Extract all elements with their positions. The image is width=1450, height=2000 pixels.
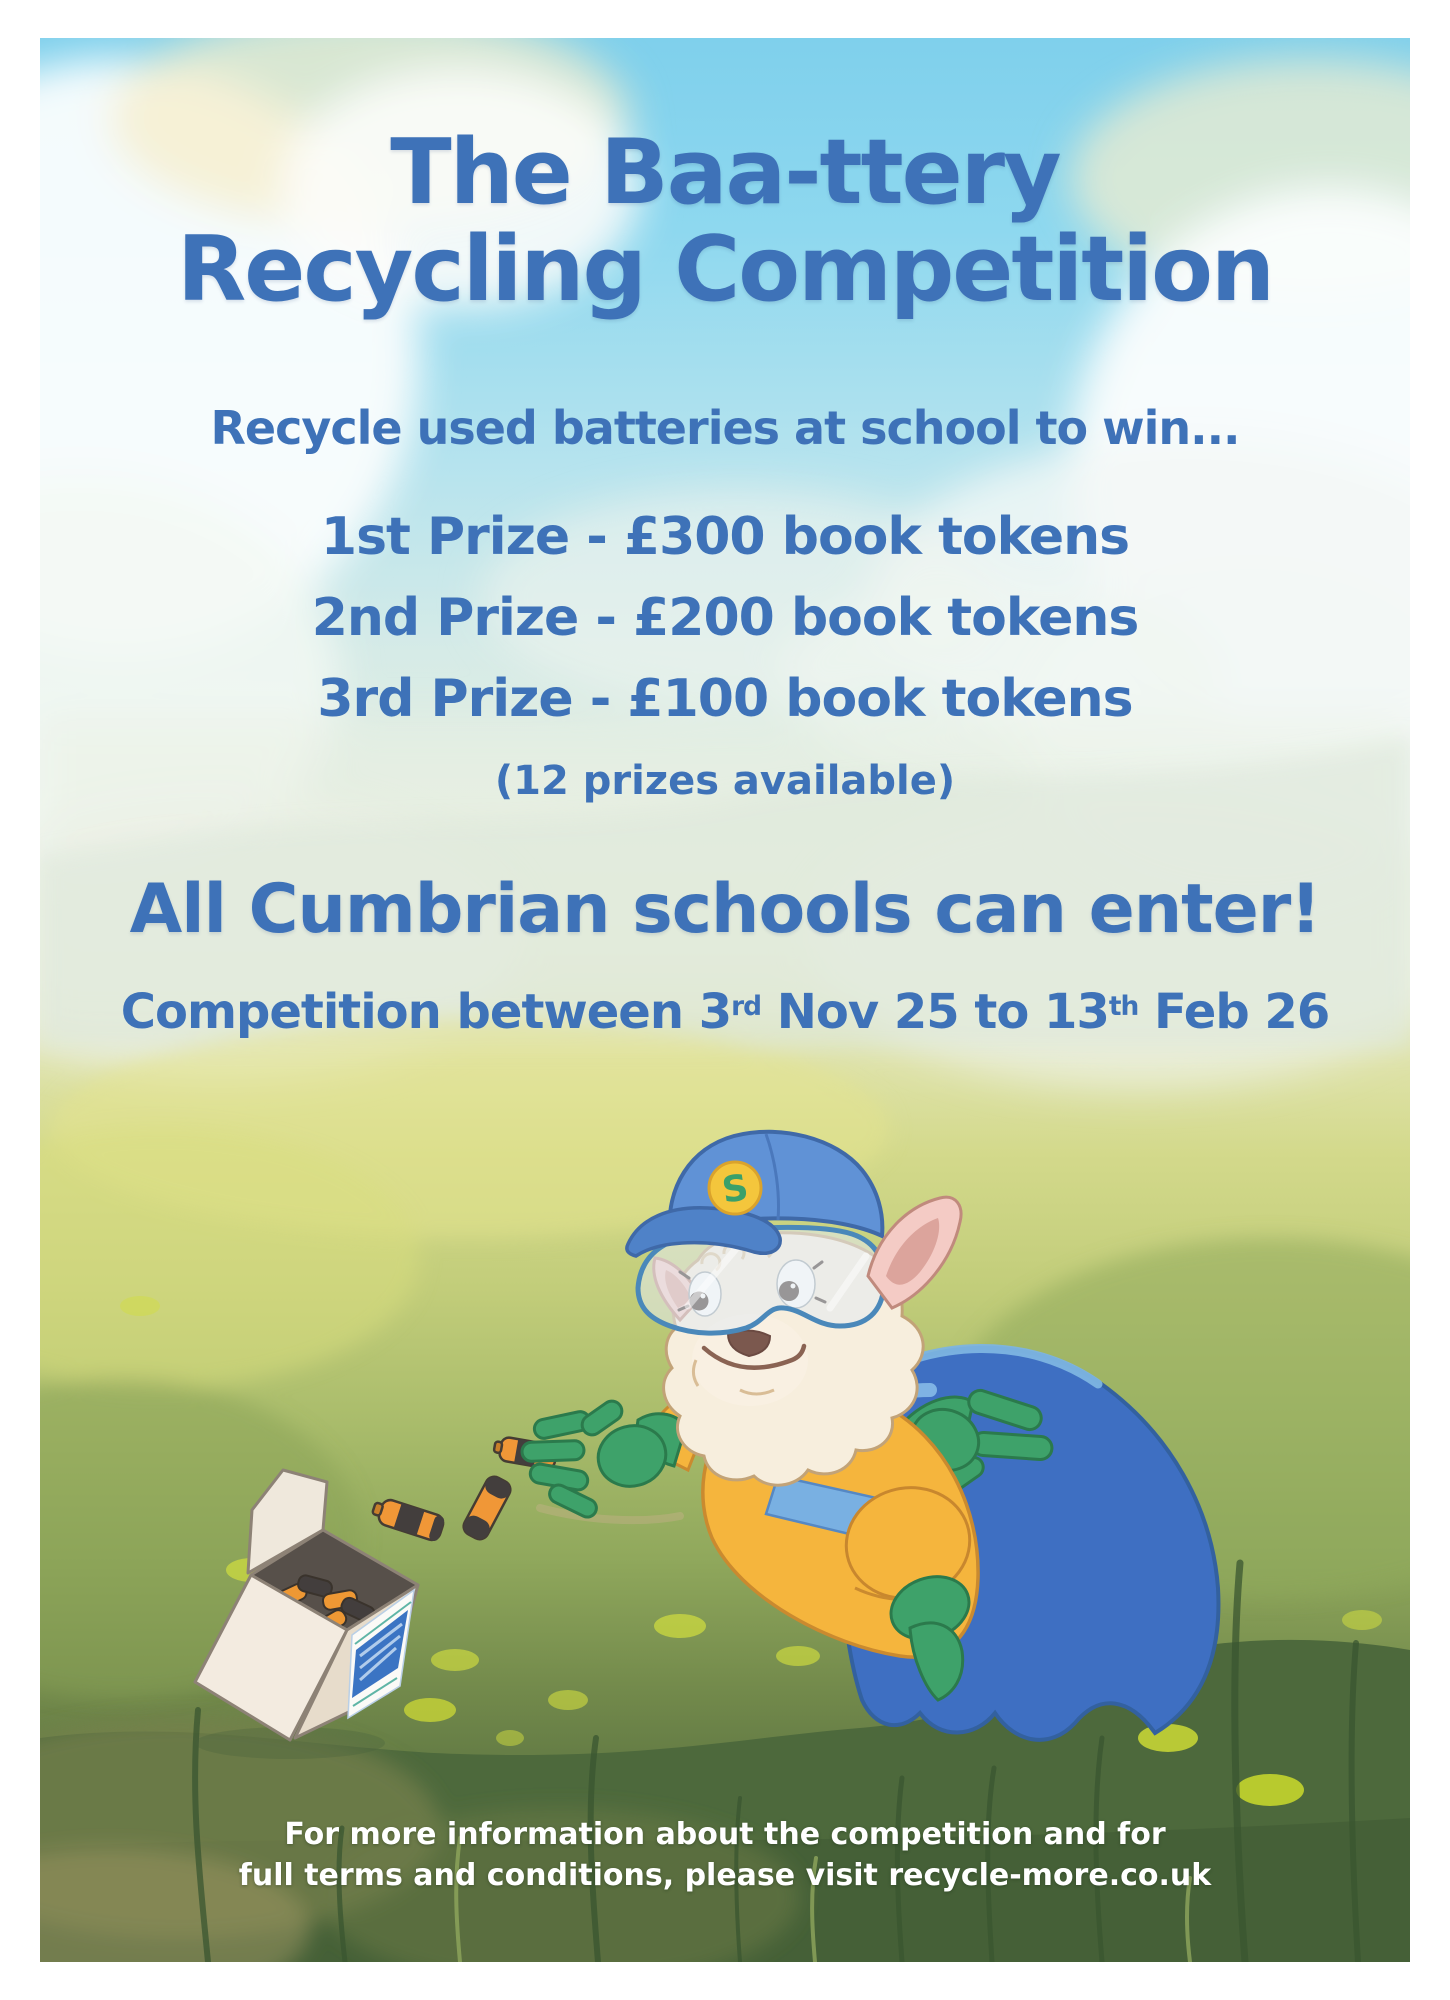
dates-part-2: Nov 25 to 13 — [761, 984, 1109, 1040]
prize-line-second: 2nd Prize - £200 book tokens — [311, 588, 1139, 648]
title-line-2: Recycling Competition — [176, 217, 1273, 322]
dates-part-3: Feb 26 — [1138, 984, 1330, 1040]
poster-title — [40, 120, 1410, 322]
footer-line-1: For more information about the competition and for — [284, 1817, 1166, 1852]
footer-info — [40, 1814, 1410, 1896]
cap-badge-letter: S — [719, 1167, 751, 1212]
prize-line-third: 3rd Prize - £100 book tokens — [317, 669, 1133, 729]
footer-line-2: full terms and conditions, please visit recycle-more.co.uk — [238, 1858, 1212, 1893]
battery-recycling-poster — [40, 38, 1410, 1962]
prize-list — [40, 497, 1410, 740]
entry-headline: All Cumbrian schools can enter! — [129, 870, 1321, 949]
poster-subtitle: Recycle used batteries at school to win... — [210, 401, 1240, 455]
dates-part-1: Competition between 3 — [120, 984, 732, 1040]
dates-ordinal-2: th — [1108, 990, 1139, 1022]
competition-dates — [40, 980, 1410, 1052]
title-line-1: The Baa-ttery — [390, 120, 1060, 225]
prize-line-first: 1st Prize - £300 book tokens — [320, 507, 1130, 567]
dates-ordinal-1: rd — [731, 990, 762, 1022]
prize-note: (12 prizes available) — [494, 758, 956, 804]
